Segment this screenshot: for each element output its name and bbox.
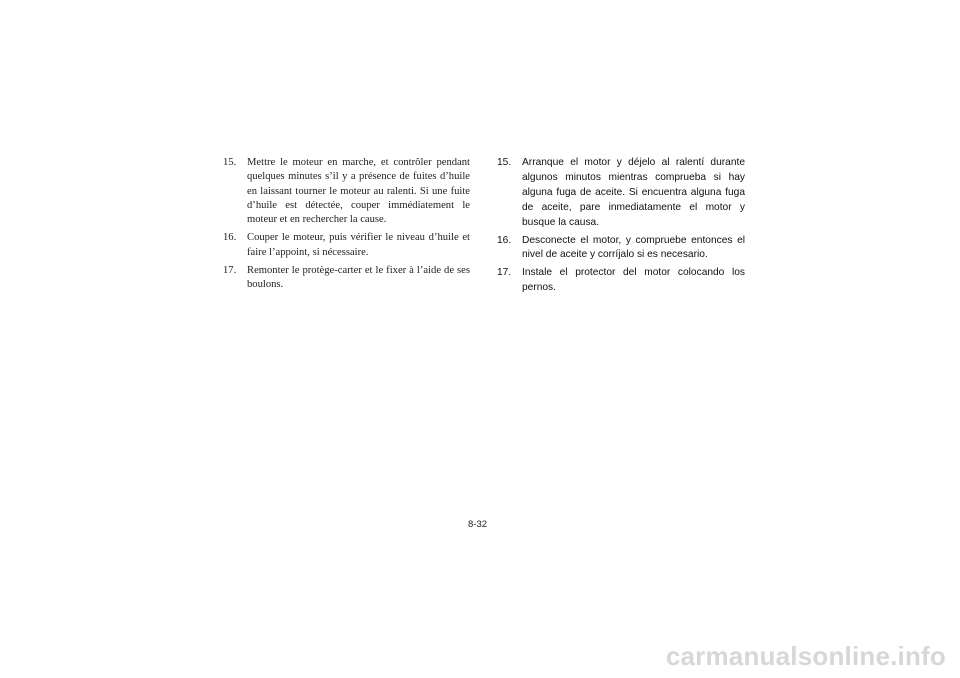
list-item <box>497 234 745 264</box>
item-number: 16. <box>497 234 512 246</box>
item-text: Mettre le moteur en marche, et contrôler pendant quelques minutes s’il y a présence de fuites d’huile en laissant tourner le moteur au ralenti. Si une fuite d’huile est détectée, couper immédiatement le moteur et en rechercher la cause. <box>247 157 470 226</box>
list-item <box>223 264 470 293</box>
list-item <box>223 156 470 227</box>
item-text: Couper le moteur, puis vérifier le niveau d’huile et faire l’appoint, si nécessaire. <box>247 232 470 258</box>
french-column <box>223 156 470 297</box>
watermark: carmanualsonline.info <box>665 641 946 671</box>
item-text: Remonter le protège-carter et le fixer à l’aide de ses boulons. <box>247 265 470 291</box>
item-number: 17. <box>497 267 512 279</box>
item-text: Instale el protector del motor colocando los pernos. <box>522 267 745 294</box>
item-number: 15. <box>223 157 237 168</box>
item-number: 15. <box>497 157 512 168</box>
item-text: Desconecte el motor, y compruebe entonces el nivel de aceite y corríjalo si es necesario. <box>522 234 745 261</box>
list-item <box>223 231 470 260</box>
spanish-column <box>497 156 745 299</box>
page-number: 8-32 <box>468 519 488 530</box>
list-item <box>497 266 745 296</box>
item-text: Arranque el motor y déjelo al ralentí durante algunos minutos mientras comprueba si hay alguna fuga de aceite. Si encuentra alguna fuga de aceite, pare inmediatamente el motor y busque la causa. <box>522 157 745 228</box>
item-number: 16. <box>223 232 237 244</box>
item-number: 17. <box>223 265 237 277</box>
list-item <box>497 156 745 231</box>
